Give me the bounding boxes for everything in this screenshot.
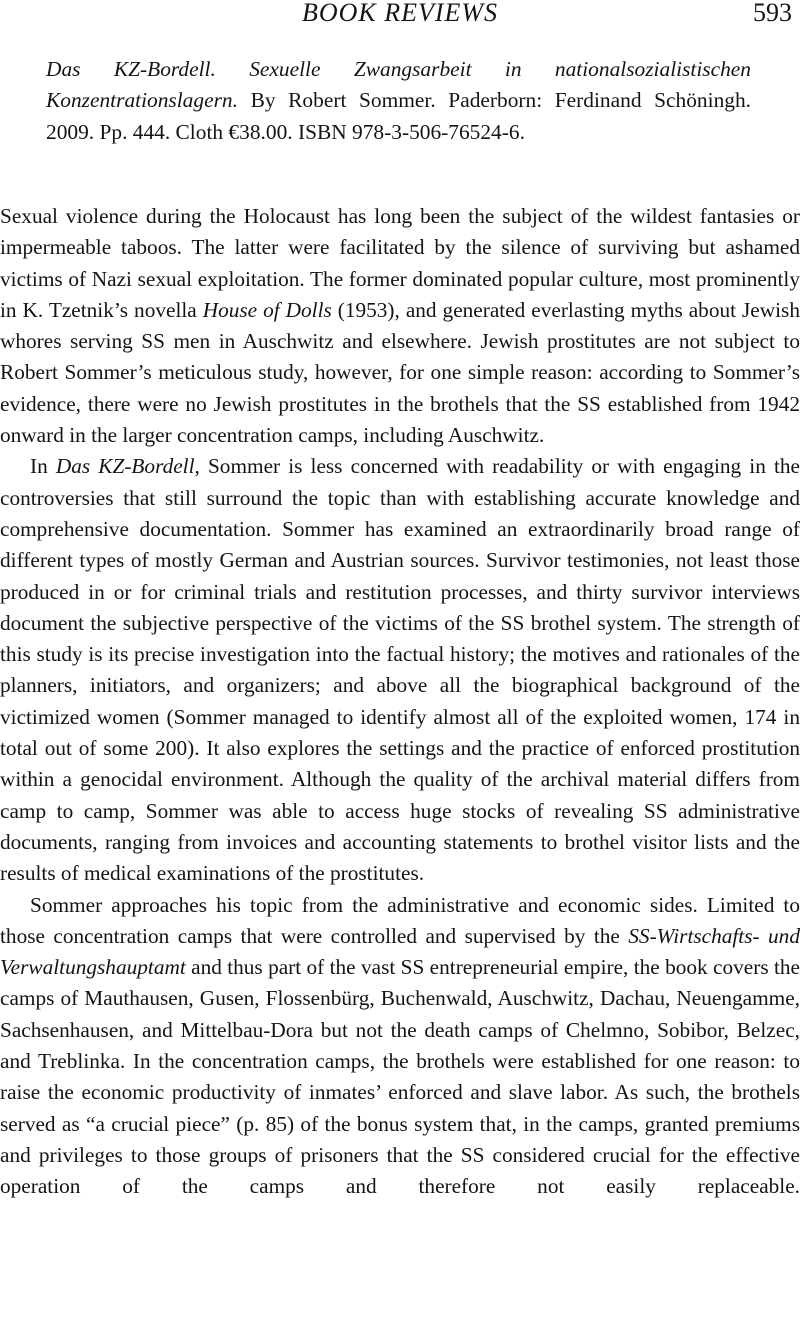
paragraph-3 <box>0 890 800 1203</box>
book-citation <box>46 54 751 148</box>
paragraph-2-italic-title: Das KZ-Bordell <box>55 454 195 479</box>
page-header <box>0 0 800 30</box>
paragraph-2-text-a: In <box>30 454 56 479</box>
book-details: By Robert Sommer. Paderborn: Ferdinand Schöningh. 2009. Pp. 444. Cloth €38.00. ISBN 978-3-506-76524-6. <box>46 88 751 144</box>
paragraph-2 <box>0 451 800 889</box>
page-number: 593 <box>753 0 792 27</box>
running-head: BOOK REVIEWS <box>301 0 499 27</box>
paragraph-1-text-a: Sexual violence during the Holocaust has long been the subject of the wildest fantasies or impermeable taboos. The latter were facilitated by the silence of surviving but ashamed victims of Nazi sexual exploitation. The former dominated popular culture, most prominently in K. Tzetnik’s novella <box>0 204 800 322</box>
paragraph-2-text-c: , Sommer is less concerned with readability or with engaging in the controversies that still surround the topic than with establishing accurate knowledge and comprehensive documentation. Sommer has examined an extraordinarily broad range of different types of mostly German and Austrian sources. Survivor testimonies, not least those produced in or for criminal trials and restitution processes, and thirty survivor interviews document the subjective perspective of the victims of the SS brothel system. The strength of this study is its precise investigation into the factual history; the motives and rationales of the planners, initiators, and organizers; and above all the biographical background of the victimized women (Sommer managed to identify almost all of the exploited women, 174 in total out of some 200). It also explores the settings and the practice of enforced prostitution within a genocidal environment. Although the quality of the archival material differs from camp to camp, Sommer was able to access huge stocks of revealing SS administrative documents, ranging from invoices and accounting statements to brothel visitor lists and the results of medical examinations of the prostitutes. <box>0 454 800 886</box>
paragraph-3-text-c: and thus part of the vast SS entrepreneurial empire, the book covers the camps of Mauthausen, Gusen, Flossenbürg, Buchenwald, Auschwitz, Dachau, Neuengamme, Sachsenhausen, and Mittelbau-Dora but not the death camps of Chelmno, Sobibor, Belzec, and Treblinka. In the concentration camps, the brothels were established for one reason: to raise the economic productivity of inmates’ enforced and slave labor. As such, the brothels served as “a crucial piece” (p. 85) of the bonus system that, in the camps, granted premiums and privileges to those groups of prisoners that the SS considered crucial for the effective operation of the camps and therefore not easily replaceable. <box>0 955 800 1199</box>
review-body <box>0 201 800 1203</box>
paragraph-1-italic-title: House of Dolls <box>202 297 332 322</box>
paragraph-1-text-c: (1953), and generated everlasting myths about Jewish whores serving SS men in Auschwitz and elsewhere. Jewish prostitutes are not subject to Robert Sommer’s meticulous study, however, for one simple reason: according to Sommer’s evidence, there were no Jewish prostitutes in the brothels that the SS established from 1942 onward in the larger concentration camps, including Auschwitz. <box>0 297 800 448</box>
paragraph-3-italic-term: SS-Wirtschafts- und Verwaltungshauptamt <box>0 923 800 980</box>
paragraph-1 <box>0 201 800 451</box>
book-title: Das KZ-Bordell. Sexuelle Zwangsarbeit in nationalsozialistischen Konzentrationslagern. <box>46 57 751 113</box>
paragraph-3-text-a: Sommer approaches his topic from the administrative and economic sides. Limited to those concentration camps that were controlled and supervised by the <box>0 892 800 948</box>
